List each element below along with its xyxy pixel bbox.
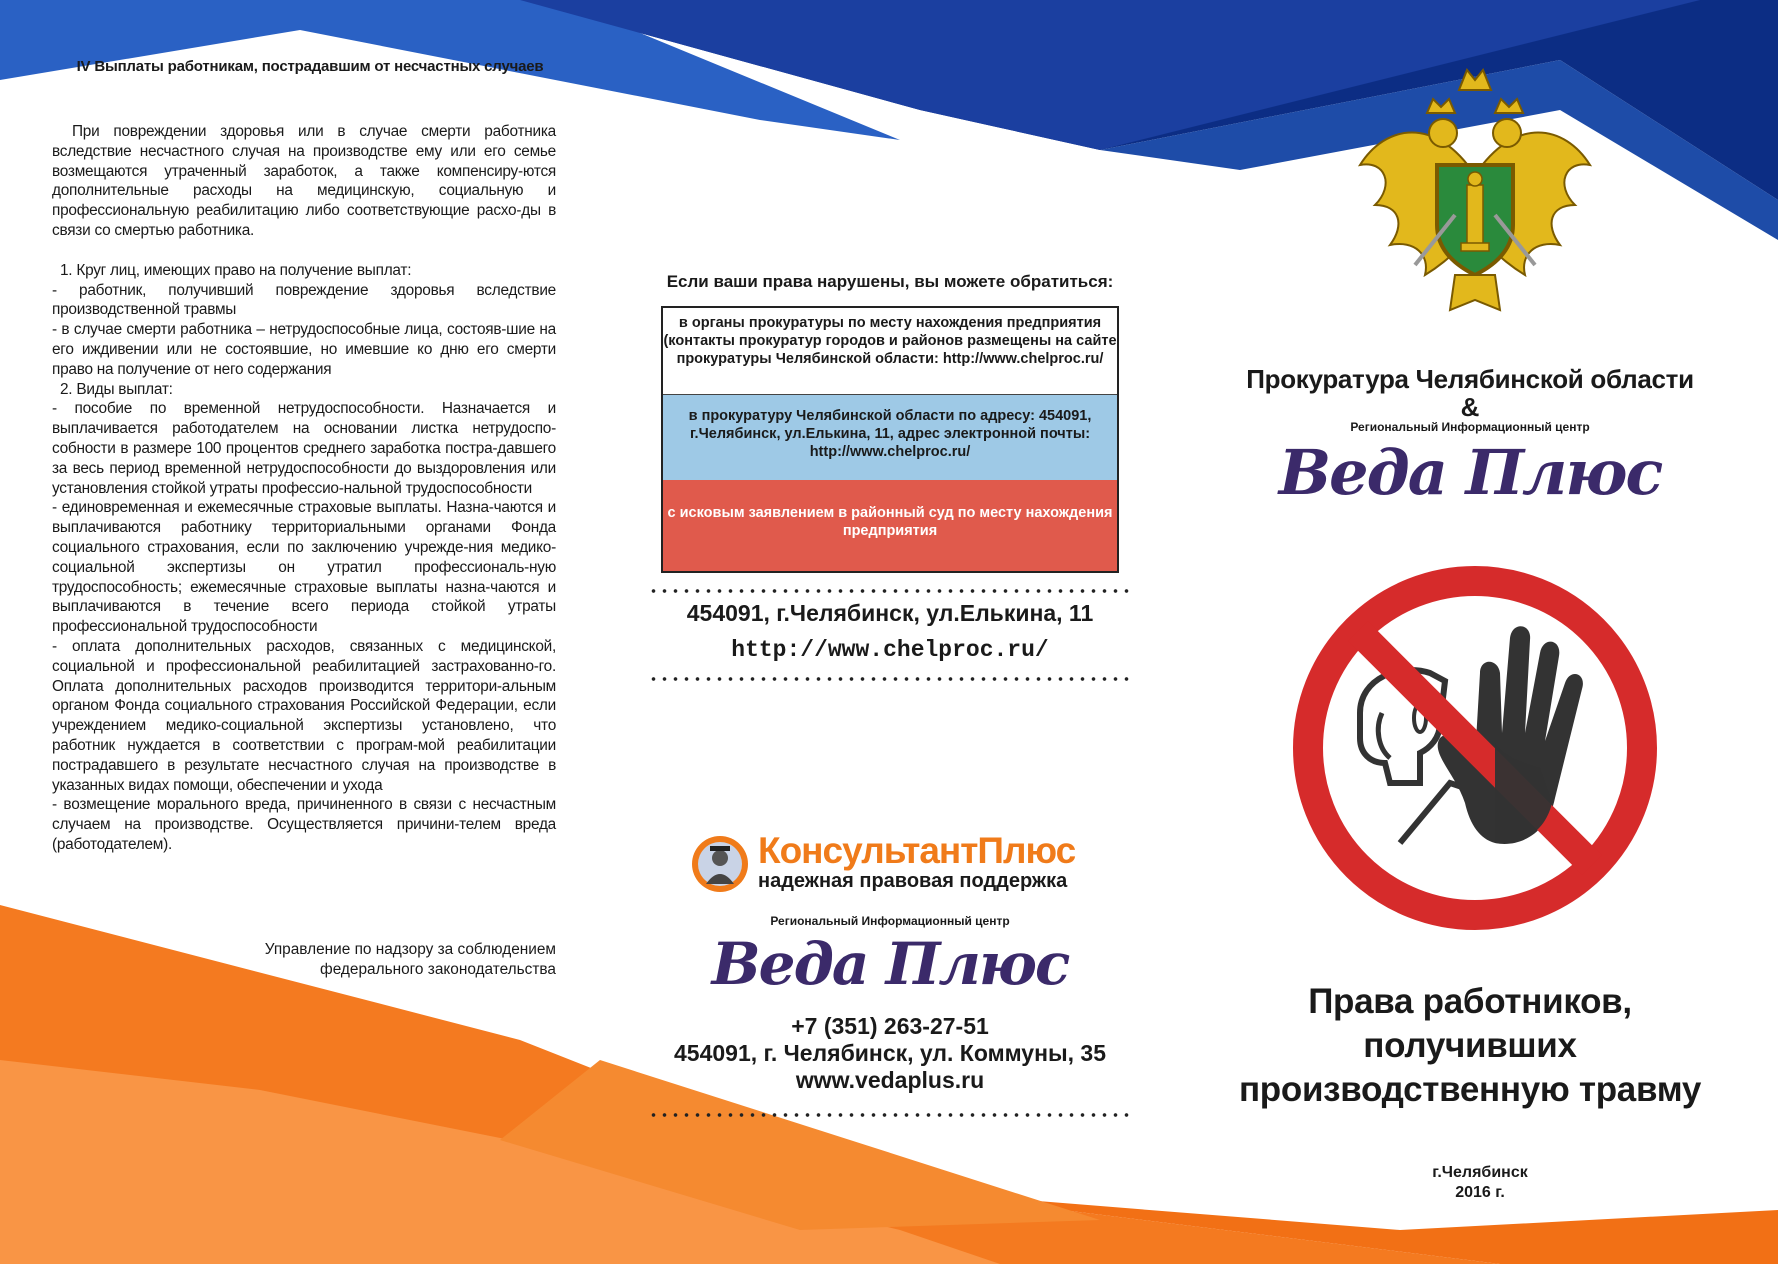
list-item: 1. Круг лиц, имеющих право на получение выплат: — [60, 261, 412, 279]
prosecutor-address: 454091, г.Челябинск, ул.Елькина, 11 — [686, 600, 1094, 626]
signature-line: федерального законодательства — [320, 961, 556, 978]
dotted-divider — [648, 676, 1130, 682]
signature-line: Управление по надзору за соблюдением — [264, 941, 556, 958]
city: г.Челябинск — [1432, 1164, 1528, 1181]
contact-heading: Если ваши права нарушены, вы можете обратиться: — [666, 272, 1114, 291]
section-title: IV Выплаты работникам, пострадавшим от несчастных случаев — [76, 58, 544, 75]
consultant-plus-slogan: надежная правовая поддержка — [758, 870, 1068, 892]
regional-center-label: Региональный Информационный центр — [1350, 420, 1590, 434]
title-line: Права работников, — [1308, 982, 1632, 1021]
dotted-divider — [648, 1112, 1130, 1118]
consultant-logo-icon — [690, 834, 750, 894]
prosecutor-url[interactable]: http://www.chelproc.ru/ — [731, 637, 1049, 663]
list-item: - в случае смерти работника – нетрудоспособные лица, состояв-шие на его иждивении или не состоявшие, но имевшие ко дню его смерти право на получение от него содержания — [52, 321, 556, 378]
consultant-plus-logo — [690, 830, 1090, 894]
brochure-title — [1200, 980, 1740, 1112]
consultant-plus-name: КонсультантПлюс — [758, 830, 1076, 871]
ampersand: & — [1460, 392, 1480, 422]
left-body-text — [52, 122, 556, 855]
list-item: - работник, получивший повреждение здоровья вследствие производственной травмы — [52, 281, 556, 319]
stop-hand-icon — [1290, 563, 1660, 933]
intro-paragraph: При повреждении здоровья или в случае смерти работника вследствие несчастного случая на производстве ему или его семье возмещаются утраченный заработок, а также компенсиру-ются дополнительные расходы на медицинскую, социальную и профессиональную реабилитацию либо соответствующие расхо-ды в связи со смертью работника. — [52, 123, 556, 239]
phone-number: +7 (351) 263-27-51 — [791, 1013, 989, 1039]
dotted-divider — [648, 588, 1130, 594]
title-line: получивших — [1363, 1026, 1577, 1065]
signature-block — [200, 940, 556, 980]
veda-address: 454091, г. Челябинск, ул. Коммуны, 35 — [674, 1040, 1106, 1066]
list-item: - единовременная и ежемесячные страховые выплаты. Назна-чаются и выплачиваются работнику территориальными органами Фонда социального страхования, если по заключению учрежде-ния медико-социальной экспертизы он утратил профессиональ-ную трудоспособность; ежемесячные страховые выплаты назна-чаются и выплачиваются в течение всего периода стойкой утраты профессиональной трудоспособности — [52, 499, 556, 636]
contact-option-prosecutor-region: в прокуратуру Челябинской области по адресу: 454091, г.Челябинск, ул.Елькина, 11, адрес электронной почты: http://www.chelproc.ru/ — [663, 394, 1117, 480]
contact-box — [661, 306, 1119, 573]
list-item: - оплата дополнительных расходов, связанных с медицинской, социальной и профессиональной реабилитацией застрахованно-го. Оплата дополнительных расходов производится территори-альным органом Фонда социального страхования Российской Федерации, если учреждением медико-социальной экспертизы установлено, что работник нуждается в соответствии с програм-мой реабилитации пострадавшего в результате несчастного случая на производстве в указанных видах помощи, обеспечении и ухода — [52, 637, 556, 794]
contact-option-court: с исковым заявлением в районный суд по месту нахождения предприятия — [663, 480, 1117, 571]
veda-site[interactable]: www.vedaplus.ru — [795, 1067, 985, 1093]
list-item: - пособие по временной нетрудоспособности. Назначается и выплачивается работодателем на основании листка нетрудоспо-собности в размере 100 процентов среднего заработка постра-давшего за весь период временной нетрудоспособности до выздоровления или установления стойкой утраты профессио-нальной трудоспособности — [52, 400, 556, 497]
organization-name: Прокуратура Челябинской области — [1246, 364, 1694, 394]
contact-option-prosecutor-local: в органы прокуратуры по месту нахождения предприятия (контакты прокуратур городов и районов размещены на сайте прокуратуры Челябинской области: http://www.chelproc.ru/ — [663, 308, 1117, 394]
list-item: 2. Виды выплат: — [60, 380, 173, 398]
year: 2016 г. — [1455, 1184, 1505, 1201]
city-year — [1380, 1163, 1580, 1203]
emblem-icon — [1355, 55, 1595, 325]
list-item: - возмещение морального вреда, причиненного в связи с несчастным случаем на производстве. Осуществляется причини-телем вреда (работодателем). — [52, 796, 556, 853]
veda-contacts — [640, 1013, 1140, 1094]
title-line: производственную травму — [1238, 1070, 1702, 1109]
veda-plus-logo: Веда Плюс — [1278, 436, 1662, 509]
regional-center-label: Региональный Информационный центр — [770, 914, 1010, 928]
veda-plus-logo: Веда Плюс — [711, 930, 1069, 998]
